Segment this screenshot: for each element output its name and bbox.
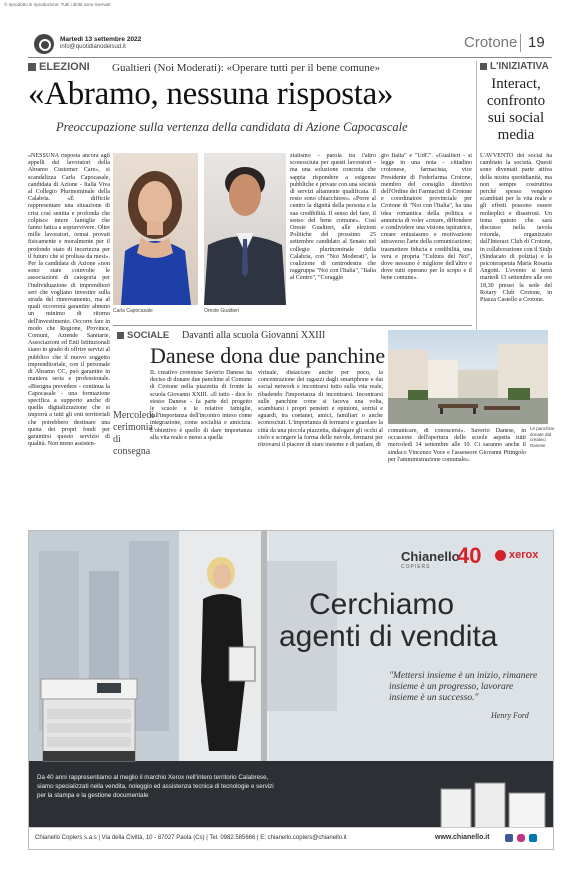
main-article-col-2: zialismo - parola tra l'altro sconosciuta per questi lavoratori - ma una soluzione concreta che sappia rispondere a esigenze pubbliche e private con una società di servizi altamente qualificata. Il resto sono chiacchiere». «Porre al centro la dignità della persona e la sua credibilità. Il senso del fare, il senso del bene comune». Così Oreste Gualtieri, alle elezioni Politiche del prossimo 25 settembre candidato al Senato nel collegio plurinominale della Calabria, con "Noi Moderati", la coalizione di centrodestra che raggruppa "Noi con l'Italia", "Italia al Centro", "Coraggio <box>290 153 376 282</box>
copyright-note: © riprodotto le riproduzione. Tutti i diritti sono riservati <box>4 2 111 7</box>
second-side-note: Mercoledì cerimonia di consegna <box>113 410 155 457</box>
photo-caption-oreste: Oreste Gualtieri <box>204 308 240 314</box>
second-article-rule <box>113 325 472 326</box>
ad-footer-contacts: Chianello Copiers s.a.s | Via della Civiltà, 10 - 87027 Paola (Cs) | Tel. 0982.585666 | E: chianello.copiers@chianello.it <box>35 835 347 841</box>
ad-quote-author: Henry Ford <box>491 711 529 720</box>
side-article-body: L'AVVENTO dei social ha cambiato la società. Questi sono diventati parte attiva della nostra quotidianità, ma non sempre costruttiva perché spesso vengono scambiati per la vita reale e gli effetti possono essere molteplici e disastrosi. Un tema questo che sarà discusso nella tavola rotonda, organizzato dall'Interact Club di Crotone, in collaborazione con il Siulp (Sindacato di polizia) e la psicoterapeuta Maria Rosaria Angotti. L'evento si terrà martedì 13 settembre alle ore 18,30 presso la sede del Rotary Club Crotone, in Piazza Castello a Crotone. <box>480 153 552 304</box>
main-kicker: Gualtieri (Noi Moderati): «Operare tutti per il bene comune» <box>112 62 381 74</box>
anniversary-badge-icon: 40 <box>457 543 482 568</box>
instagram-icon[interactable] <box>517 834 525 842</box>
chianello-logo: Chianello COPIERS <box>401 549 460 570</box>
second-article-col-2: virtuale, distaccare anche per poco, la concentrazione dei ragazzi dagli smartphone e dai social network e incontrarsi tutto sulla vita reale, ribadendo l'importanza di incontrarsi. Incontrarsi sulle panchine come si faceva una volta, scambiarsi i propri pensieri e opinioni, sorrisi e sguardi, tra coetanei, amici, familiari o anche sconosciuti. L'importanza di fermarsi e guardare la città da una piccola piazzetta, dialogare gli occhi al cielo e scorgere la forma delle nuvole, fermarsi per ritrovarsi il piacere di stare insieme e di parlare, di <box>258 370 383 449</box>
side-column-divider <box>476 61 477 341</box>
section-label-iniziativa: L'INIZIATIVA <box>480 61 549 72</box>
ad-footer-bar <box>29 827 553 850</box>
second-kicker: Davanti alla scuola Giovanni XXIII <box>182 330 326 341</box>
photo-caption-carla: Carla Capocasale <box>113 308 153 314</box>
benches-caption: Le panchine donate dal creativo Danese <box>530 426 555 448</box>
second-article-col-3: comunicare, di conoscersi». Saverio Danese, in occasione dell'apertura delle scuole aspetta tutti mercoledì 14 settembre alle 10. Ci saranno anche il sindaco Vincenzo Voce e l'assessore Giovanni Pitingolo per l'amministrazione comunale». <box>388 428 526 463</box>
side-headline: Interact, confronto sui social media <box>486 76 546 143</box>
main-article-col-1: «NESSUNA risposta ancora agli appelli dei lavoratori della Abramo Customer Care», si scandalizza Carla Capocasale, candidata di Azione - Italia Viva al Collegio Plurinominale della Calabria. «È difficile rappresentare una situazione di crisi così sentita e profonda che colpisce intere famiglie che fanno fatica a sopravvivere. Oltre mille lavoratori, ormai provati fisicamente e moralmente per il profondo stato di incertezza per il futuro che si prolissa da mesi». Per la candidata di Azione «non sono state coinvolte le associazioni di categoria per l'individuazione di imprenditori seri che vogliano investire sulla strada del rinnovamento, ma al quali occorrerà garantire almeno un minimo di ritorno dell'investimento. Occorre fare in modo che Regione, Province, Comuni, Aziende Sanitarie, Associazioni ed Enti Istituzionali siano in grado di offrire servizi al pubblico che il nuovo soggetto imprenditoriale, con il personale di Abramo CC, può garantire in maniera seria e professionale. «Bisogna prevedere - continua la Capocasale - una formazione specifica a supporto anche di quella digitalizzazione che si imporrà a tutti gli enti territoriali che potrebbero destinare una quota dei propri fondi per garantirsi questo servizio di qualità. Non meno assisten- <box>28 153 110 448</box>
photo-benches <box>388 330 548 424</box>
second-article-col-1a: IL creativo crotonese Saverio Danese ha deciso di donare due panchine al Comune di Crotone nella piazzetta di fronte la scuola Giovanni XXIII. «Il tutto - dice lo stesso Danese - fa parte del progetto <box>150 370 252 405</box>
section-label-elezioni: ELEZIONI <box>28 61 90 73</box>
facebook-icon[interactable] <box>505 834 513 842</box>
photo-oreste-gualtieri <box>204 153 286 305</box>
page-number: 19 <box>528 34 545 51</box>
main-headline: «Abramo, nessuna risposta» <box>28 76 394 112</box>
linkedin-icon[interactable] <box>529 834 537 842</box>
header-rule <box>28 57 552 58</box>
photo-carla-capocasale <box>113 153 198 305</box>
ad-quote: "Mettersi insieme è un inizio, rimanere insieme è un progresso, lavorare insieme è un successo." <box>389 671 538 703</box>
second-article-col-1b: le scuole e le relative famiglie, sull'importanza dell'incontro inteso come integrazione, come socialità e amicizia. L'obiettivo è quello di dare importanza alla vita reale e meno a quella <box>150 406 252 441</box>
section-label-sociale: SOCIALE <box>117 330 169 341</box>
ad-body: Da 40 anni rappresentiamo al meglio il marchio Xerox nell'intero territorio Calabrese, siamo specializzati nella vendita, noleggio ed assistenza tecnica di tecnologie e servizi per la stampa e la gestione documentale <box>37 774 274 799</box>
city-section: Crotone <box>464 34 518 51</box>
advertisement-chianello[interactable] <box>28 530 554 850</box>
second-headline: Danese dona due panchine <box>150 343 386 368</box>
social-icons <box>505 834 537 842</box>
ad-headline-1: Cerchiamo <box>309 588 455 621</box>
ad-website-link[interactable]: www.chianello.it <box>435 834 490 841</box>
issue-date: Martedì 13 settembre 2022 <box>60 36 142 43</box>
header-divider <box>520 34 521 52</box>
newspaper-logo-icon <box>34 34 54 54</box>
xerox-logo: xerox <box>495 549 538 561</box>
main-subheadline: Preoccupazione sulla vertenza della candidata di Azione Capocascale <box>56 120 408 134</box>
xerox-ball-icon <box>495 550 506 561</box>
ad-headline-2: agenti di vendita <box>279 620 498 653</box>
contact-email: info@quotidianodelsud.it <box>60 44 126 50</box>
main-article-col-3: gio Italia" e "UdC". «Gualtieri - si legge in una nota - cittadino crotonese, farmacista, vice Presidente di Federfarma Crotone, membro del consiglio direttivo dell'Ordine dei Farmacisti di Crotone e coordinatore provinciale per Crotone di "Noi con l'Italia", ha una idea romantica della politica e annuncia di voler «creare, diffondere e condividere una visione ispiratrice, creare entusiasmo e motivazione attraverso l'arte della comunicazione; trasmettere fiducia e credibilità, una vera e propria "Cultura del Noi", dove nessuno è migliore dell'altro e dove tutti operano per lo scopo e il bene comune». <box>381 153 472 282</box>
